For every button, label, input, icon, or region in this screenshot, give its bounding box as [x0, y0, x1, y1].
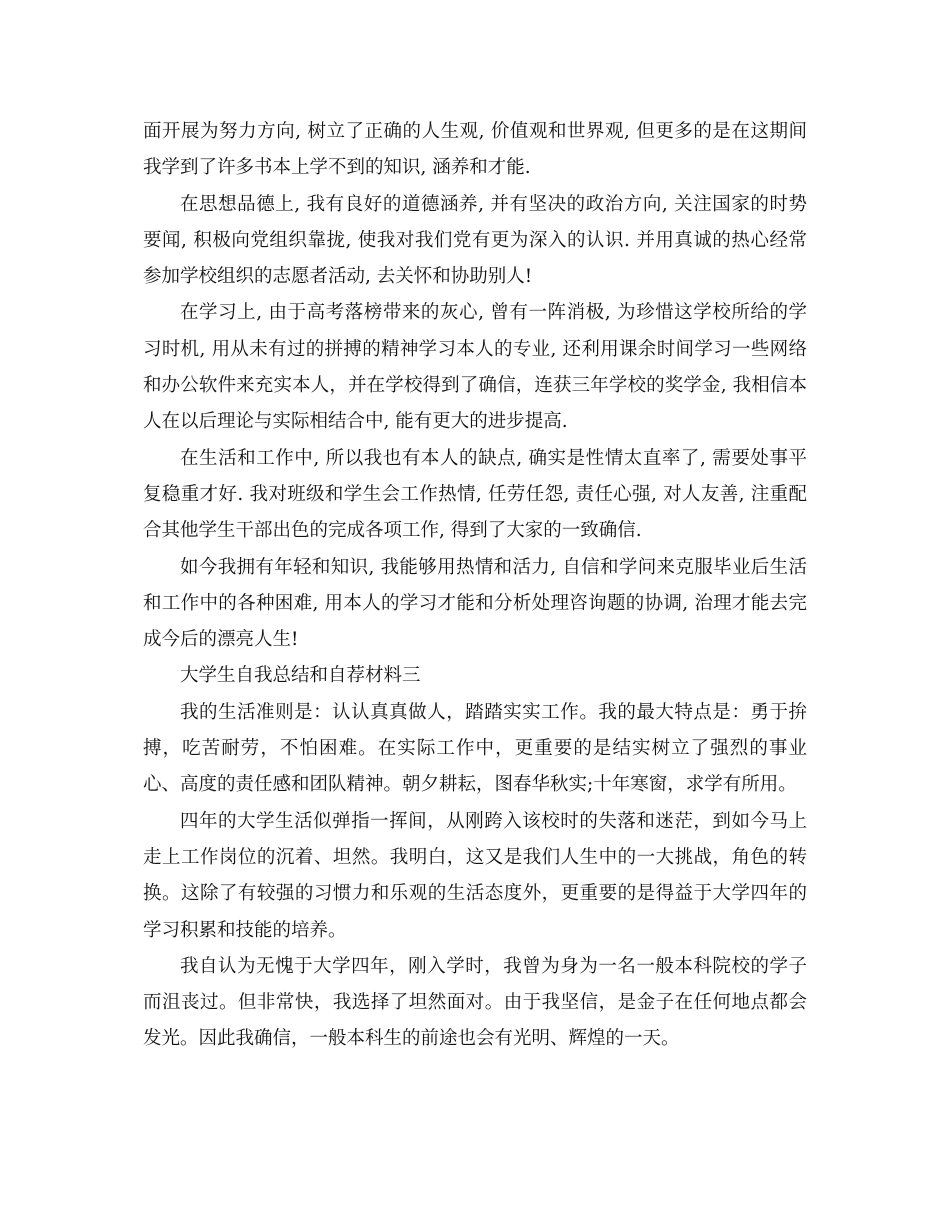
paragraph-life-principles: 我的生活准则是：认认真真做人，踏踏实实工作。我的最大特点是：勇于拚搏，吃苦耐劳，不怕困难。在实际工作中，更重要的是结实树立了强烈的事业心、高度的责任感和团队精神。朝夕耕耘，图春华秋实;十年寒窗，求学有所用。: [143, 701, 807, 796]
paragraph-life-and-work: 在生活和工作中, 所以我也有本人的缺点, 确实是性情太直率了, 需要处事平复稳重才好. 我对班级和学生会工作热情, 任劳任怨, 责任心强, 对人友善, 注重配合其他学生干部出色的完成各项工作, 得到了大家的一致确信.: [143, 447, 807, 542]
paragraph-moral-character: 在思想品德上, 我有良好的道德涵养, 并有坚决的政治方向, 关注国家的时势要闻, 积极向党组织靠拢, 使我对我们党有更为深入的认识. 并用真诚的热心经常参加学校组织的志愿者活动, 去关怀和协助别人!: [143, 193, 807, 288]
paragraph-future: 如今我拥有年轻和知识, 我能够用热情和活力, 自信和学问来克服毕业后生活和工作中的各种困难, 用本人的学习才能和分析处理咨询题的协调, 治理才能去完成今后的漂亮人生!: [143, 556, 807, 651]
paragraph-study: 在学习上, 由于高考落榜带来的灰心, 曾有一阵消极, 为珍惜这学校所给的学习时机, 用从未有过的拼搏的精神学习本人的专业, 还利用课余时间学习一些网络和办公软件来充实本人，并在学校得到了确信，连获三年学校的奖学金, 我相信本人在以后理论与实际相结合中, 能有更大的进步提高.: [143, 302, 807, 433]
paragraph-continuation: 面开展为努力方向, 树立了正确的人生观, 价值观和世界观, 但更多的是在这期间我学到了许多书本上学不到的知识, 涵养和才能.: [143, 121, 807, 179]
section-heading: 大学生自我总结和自荐材料三: [180, 665, 421, 687]
paragraph-self-assessment: 我自认为无愧于大学四年，刚入学时，我曾为身为一名一般本科院校的学子而沮丧过。但非常快，我选择了坦然面对。由于我坚信，是金子在任何地点都会发光。因此我确信，一般本科生的前途也会有光明、辉煌的一天。: [143, 955, 807, 1050]
document-body: [143, 114, 807, 1058]
paragraph-four-years: 四年的大学生活似弹指一挥间，从刚跨入该校时的失落和迷茫，到如今马上走上工作岗位的沉着、坦然。我明白，这又是我们人生中的一大挑战，角色的转换。这除了有较强的习惯力和乐观的生活态度外，更重要的是得益于大学四年的学习积累和技能的培养。: [143, 810, 807, 941]
